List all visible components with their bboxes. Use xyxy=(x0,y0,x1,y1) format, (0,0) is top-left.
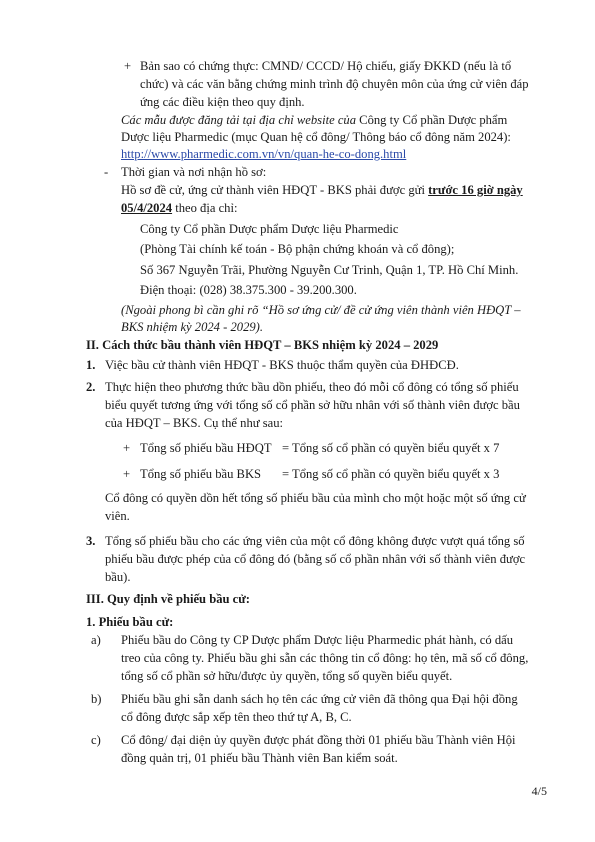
receive-address: Số 367 Nguyễn Trãi, Phường Nguyễn Cư Trinh, Quận 1, TP. Hồ Chí Minh. xyxy=(140,263,519,277)
doc-copy-line-3: ứng các điều kiện theo quy định. xyxy=(140,95,305,109)
item-b-line-1: Phiếu bầu ghi sẵn danh sách họ tên các ứng cử viên đã thông qua Đại hội đồng xyxy=(121,692,518,706)
item-2-note-line-2: viên. xyxy=(105,509,130,523)
receive-department: (Phòng Tài chính kế toán - Bộ phận chứng khoán và cổ đông); xyxy=(140,242,455,256)
deadline-date: 05/4/2024 xyxy=(121,201,173,215)
forms-note-company: Công ty Cổ phần Dược phẩm xyxy=(356,113,508,127)
forms-note-italic: Các mẫu được đăng tải tại địa chỉ website của xyxy=(121,113,357,127)
receive-address-intro: theo địa chỉ: xyxy=(172,201,238,215)
item-2-line-3: của HĐQT – BKS. Cụ thể như sau: xyxy=(105,416,283,430)
item-1-text: Việc bầu cử thành viên HĐQT - BKS thuộc thẩm quyền của ĐHĐCĐ. xyxy=(105,358,459,372)
section-3-title: III. Quy định về phiếu bầu cử: xyxy=(86,592,250,606)
item-2-line-2: biểu quyết tương ứng với tổng số cổ phần sở hữu nhân với số thành viên được bầu xyxy=(105,398,520,412)
receive-line-2 xyxy=(121,200,237,217)
doc-copy-line-1: Bản sao có chứng thực: CMND/ CCCD/ Hộ chiếu, giấy ĐKKD (nếu là tổ xyxy=(140,59,512,73)
forms-note-line-2: Dược liệu Pharmedic (mục Quan hệ cổ đông/ Thông báo cổ đông năm 2024): xyxy=(121,130,511,144)
receive-text: Hồ sơ đề cử, ứng cử thành viên HĐQT - BKS phải được gửi xyxy=(121,183,429,197)
item-c-marker: c) xyxy=(91,733,101,747)
item-1-number: 1. xyxy=(86,358,96,372)
item-3-line-3: bầu). xyxy=(105,570,131,584)
section-2-title: II. Cách thức bầu thành viên HĐQT – BKS nhiệm kỳ 2024 – 2029 xyxy=(86,338,439,352)
receive-phone: Điện thoại: (028) 38.375.300 - 39.200.300. xyxy=(140,283,357,297)
item-2-line-1: Thực hiện theo phương thức bầu dồn phiếu, theo đó mỗi cổ đông có tổng số phiếu xyxy=(105,380,519,394)
item-3-line-2: phiếu bầu được phép của cổ đông đó (bằng số cổ phần nhân với số thành viên được xyxy=(105,552,526,566)
receive-line-1 xyxy=(121,182,523,199)
item-b-line-2: cổ đông được sắp xếp tên theo thứ tự A, B, C. xyxy=(121,710,352,724)
item-2-note-line-1: Cổ đông có quyền dồn hết tổng số phiếu bầu của mình cho một hoặc một số ứng cử xyxy=(105,491,526,505)
plus-bullet: + xyxy=(123,441,131,455)
formula-hdqt-label: Tổng số phiếu bầu HĐQT xyxy=(140,441,272,455)
item-3-number: 3. xyxy=(86,534,96,548)
receive-heading: Thời gian và nơi nhận hồ sơ: xyxy=(121,165,267,179)
item-a-marker: a) xyxy=(91,633,101,647)
item-a-line-2: treo của công ty. Phiếu bầu ghi sẵn các thông tin cổ đông: họ tên, mã số cổ đông, xyxy=(121,651,529,665)
item-2-number: 2. xyxy=(86,380,96,394)
item-a-line-1: Phiếu bầu do Công ty CP Dược phẩm Dược liệu Pharmedic phát hành, có dấu xyxy=(121,633,514,647)
formula-bks-label: Tổng số phiếu bầu BKS xyxy=(140,467,262,481)
item-3-line-1: Tổng số phiếu bầu cho các ứng viên của một cổ đông không được vượt quá tổng số xyxy=(105,534,525,548)
dash-bullet: - xyxy=(104,165,109,179)
item-a-line-3: tổng số cổ phần sở hữu/được ủy quyền, tổng số quyền biểu quyết. xyxy=(121,669,453,683)
formula-bks-value: = Tổng số cổ phần có quyền biểu quyết x 3 xyxy=(282,467,500,481)
envelope-note-line-2: BKS nhiệm kỳ 2024 - 2029). xyxy=(121,320,263,334)
item-b-marker: b) xyxy=(91,692,102,706)
plus-bullet: + xyxy=(124,59,132,73)
item-c-line-2: đồng quản trị, 01 phiếu bầu Thành viên Ban kiểm soát. xyxy=(121,751,398,765)
formula-hdqt-value: = Tổng số cổ phần có quyền biểu quyết x 7 xyxy=(282,441,500,455)
doc-copy-line-2: chức) và các văn bằng chứng minh trình độ chuyên môn của ứng cử viên đáp xyxy=(140,77,529,91)
receive-company: Công ty Cổ phần Dược phẩm Dược liệu Pharmedic xyxy=(140,222,399,236)
page-number: 4/5 xyxy=(531,784,547,798)
shareholder-relations-link[interactable]: http://www.pharmedic.com.vn/vn/quan-he-co-dong.html xyxy=(121,147,407,161)
plus-bullet: + xyxy=(123,467,131,481)
deadline-time: trước 16 giờ ngày xyxy=(428,183,523,197)
subsection-ballot-title: 1. Phiếu bầu cử: xyxy=(86,615,174,629)
envelope-note-line-1: (Ngoài phong bì cần ghi rõ “Hồ sơ ứng cử/ đề cử ứng viên thành viên HĐQT – xyxy=(121,303,521,317)
forms-note-line-1 xyxy=(121,112,507,129)
item-c-line-1: Cổ đông/ đại diện ủy quyền được phát đồng thời 01 phiếu bầu Thành viên Hội xyxy=(121,733,516,747)
